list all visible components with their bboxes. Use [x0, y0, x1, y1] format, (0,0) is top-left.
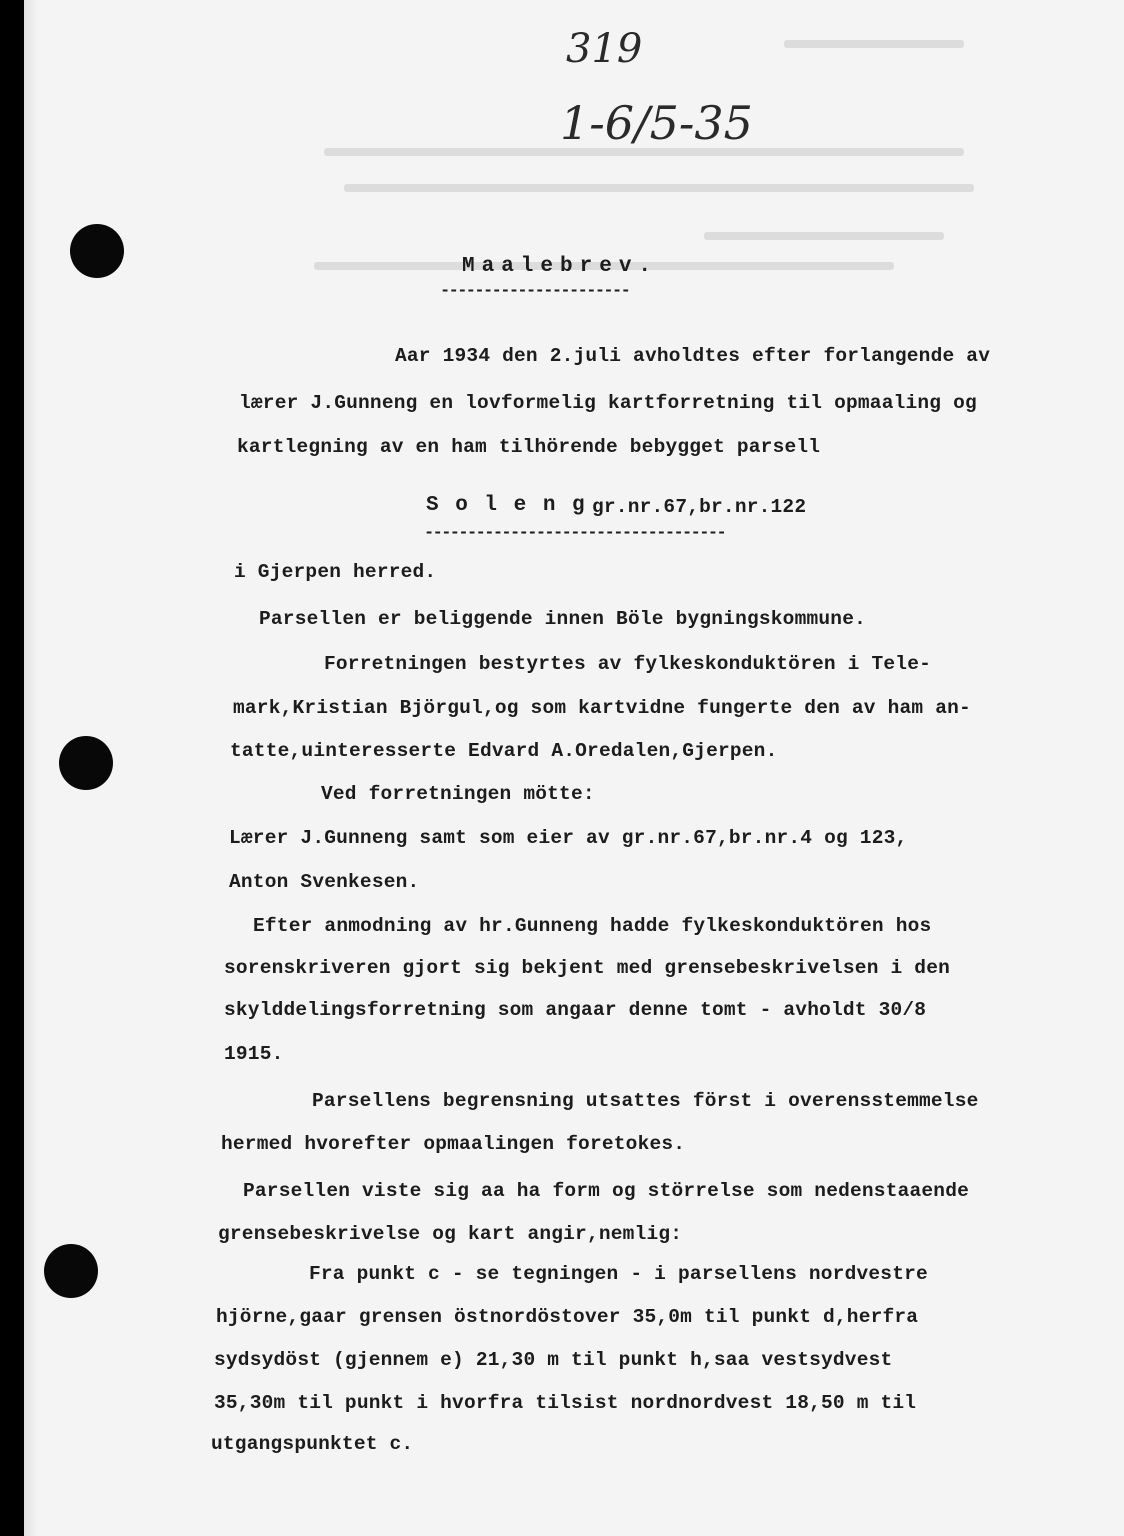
- body-line: Forretningen bestyrtes av fylkeskonduktören i Tele-: [324, 653, 931, 675]
- intro-line-1: Aar 1934 den 2.juli avholdtes efter forlangende av: [395, 345, 991, 367]
- title-underline: ----------------------: [440, 282, 630, 301]
- body-line: hjörne,gaar grensen östnordöstover 35,0m til punkt d,herfra: [216, 1306, 919, 1328]
- body-line: Efter anmodning av hr.Gunneng hadde fylkeskonduktören hos: [253, 915, 932, 937]
- bleed-through: [784, 40, 964, 48]
- body-line: hermed hvorefter opmaalingen foretokes.: [221, 1133, 686, 1155]
- punch-hole-bottom: [44, 1244, 98, 1298]
- body-line: Parsellens begrensning utsattes först i overensstemmelse: [312, 1090, 979, 1112]
- intro-line-3: kartlegning av en ham tilhörende bebygget parsell: [237, 436, 821, 458]
- document-page: [24, 0, 1124, 1536]
- bleed-through: [704, 232, 944, 240]
- body-line: tatte,uinteresserte Edvard A.Oredalen,Gjerpen.: [230, 740, 778, 762]
- body-line: Lærer J.Gunneng samt som eier av gr.nr.67,br.nr.4 og 123,: [229, 827, 908, 849]
- body-line: Ved forretningen mötte:: [321, 783, 595, 805]
- body-line: Parsellen viste sig aa ha form og störrelse som nedenstaaende: [243, 1180, 970, 1202]
- property-name: S o l e n g: [426, 494, 587, 517]
- bleed-through: [344, 184, 974, 192]
- body-line: sydsydöst (gjennem e) 21,30 m til punkt h,saa vestsydvest: [214, 1349, 893, 1371]
- body-line: Parsellen er beliggende innen Böle bygningskommune.: [259, 608, 866, 630]
- body-line: i Gjerpen herred.: [234, 561, 437, 583]
- folio-number: 319: [566, 26, 643, 72]
- body-line: 1915.: [224, 1043, 284, 1065]
- handwritten-date: 1-6/5-35: [560, 96, 753, 150]
- body-line: sorenskriveren gjort sig bekjent med grensebeskrivelsen i den: [224, 957, 951, 979]
- body-line: grensebeskrivelse og kart angir,nemlig:: [218, 1223, 683, 1245]
- punch-hole-middle: [59, 736, 113, 790]
- body-line: utgangspunktet c.: [211, 1433, 414, 1455]
- body-line: Anton Svenkesen.: [229, 871, 420, 893]
- property-reference: gr.nr.67,br.nr.122: [592, 496, 807, 518]
- property-underline: -----------------------------------: [424, 524, 726, 543]
- body-line: 35,30m til punkt i hvorfra tilsist nordnordvest 18,50 m til: [214, 1392, 917, 1414]
- document-title: Maalebrev.: [462, 255, 659, 278]
- page-shadow-edge: [24, 0, 38, 1536]
- body-line: Fra punkt c - se tegningen - i parsellens nordvestre: [309, 1263, 928, 1285]
- body-line: mark,Kristian Björgul,og som kartvidne fungerte den av ham an-: [233, 697, 971, 719]
- intro-line-2: lærer J.Gunneng en lovformelig kartforretning til opmaaling og: [239, 392, 977, 414]
- punch-hole-top: [70, 224, 124, 278]
- body-line: skylddelingsforretning som angaar denne tomt - avholdt 30/8: [224, 999, 927, 1021]
